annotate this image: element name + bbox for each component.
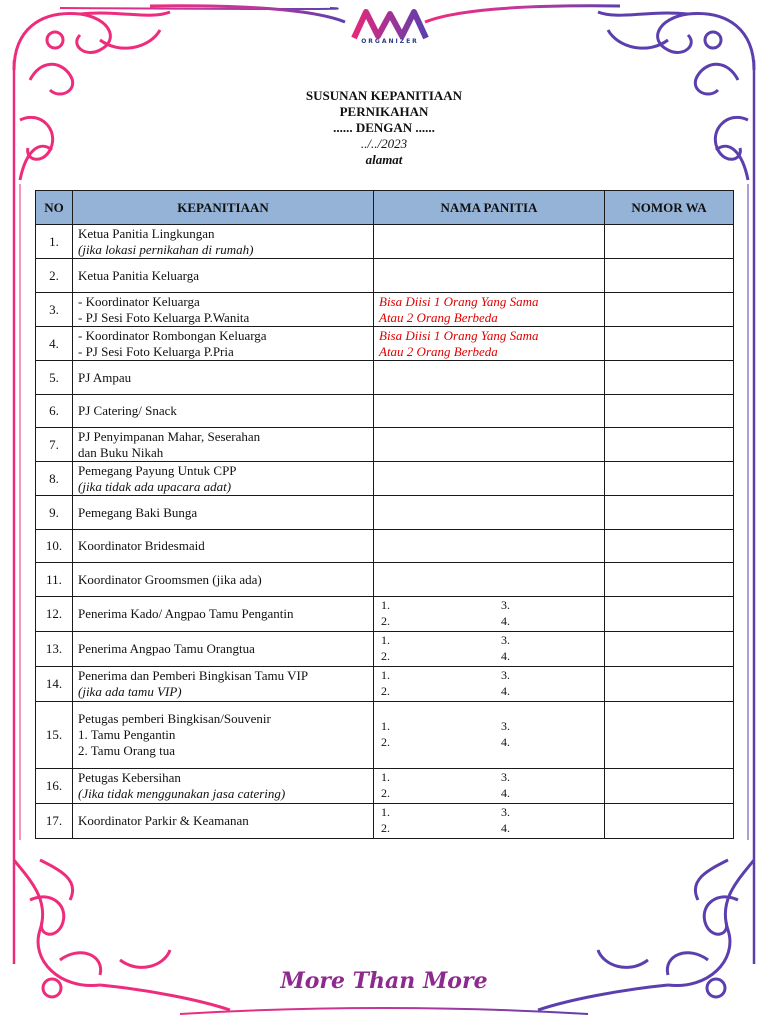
name-cell[interactable] [374, 327, 605, 361]
wa-number-cell[interactable] [605, 597, 734, 632]
committee-table [35, 190, 734, 839]
table-row [36, 702, 734, 769]
role-line: Penerima dan Pemberi Bingkisan Tamu VIP [78, 668, 309, 683]
name-cell[interactable] [374, 428, 605, 462]
row-number: 3. [36, 293, 73, 327]
role-cell [73, 632, 374, 667]
name-slot: 3. [501, 770, 510, 784]
wa-number-cell[interactable] [605, 293, 734, 327]
table-row [36, 361, 734, 395]
row-number: 16. [36, 769, 73, 804]
row-number: 17. [36, 804, 73, 839]
role-line: Pemegang Payung Untuk CPP [78, 462, 237, 478]
name-slot: 2. [381, 649, 390, 663]
role-line: - PJ Sesi Foto Keluarga P.Pria [78, 343, 234, 359]
fill-hint: Atau 2 Orang Berbeda [379, 309, 498, 325]
role-cell [73, 462, 374, 496]
wa-number-cell[interactable] [605, 395, 734, 428]
role-line: - Koordinator Keluarga [78, 293, 200, 309]
table-row [36, 769, 734, 804]
name-cell[interactable] [374, 804, 605, 839]
wa-number-cell[interactable] [605, 462, 734, 496]
role-note: (Jika tidak menggunakan jasa catering) [78, 786, 286, 801]
name-cell[interactable] [374, 395, 605, 428]
table-row [36, 428, 734, 462]
row-number: 10. [36, 530, 73, 563]
role-cell [73, 293, 374, 327]
role-cell [73, 530, 374, 563]
role-cell [73, 259, 374, 293]
role-cell [73, 769, 374, 804]
name-slot: 3. [501, 805, 510, 819]
role-line: Koordinator Parkir & Keamanan [78, 813, 249, 828]
wa-number-cell[interactable] [605, 632, 734, 667]
column-header-role: KEPANITIAAN [73, 191, 374, 225]
name-cell[interactable] [374, 530, 605, 563]
row-number: 11. [36, 563, 73, 597]
column-header-no: NO [36, 191, 73, 225]
name-cell[interactable] [374, 259, 605, 293]
role-line: Koordinator Bridesmaid [78, 538, 205, 553]
name-slot: 4. [501, 786, 510, 800]
table-row [36, 259, 734, 293]
wa-number-cell[interactable] [605, 563, 734, 597]
name-slot: 3. [501, 598, 510, 612]
role-line: Petugas Kebersihan [78, 770, 181, 785]
role-note: (jika ada tamu VIP) [78, 684, 182, 699]
table-row [36, 327, 734, 361]
wa-number-cell[interactable] [605, 225, 734, 259]
role-line: Penerima Angpao Tamu Orangtua [78, 641, 255, 656]
role-line: PJ Ampau [78, 369, 132, 385]
name-slot: 1. [381, 805, 390, 819]
name-slot: 1. [381, 668, 390, 682]
name-slot: 1. [381, 770, 390, 784]
name-cell[interactable] [374, 462, 605, 496]
role-cell [73, 804, 374, 839]
role-line: 2. Tamu Orang tua [78, 743, 176, 758]
role-cell [73, 597, 374, 632]
table-row [36, 496, 734, 530]
role-line: Ketua Panitia Lingkungan [78, 225, 215, 241]
organizer-logo [340, 6, 440, 54]
role-cell [73, 361, 374, 395]
name-slot: 4. [501, 614, 510, 628]
role-line: - Koordinator Rombongan Keluarga [78, 327, 267, 343]
role-line: PJ Penyimpanan Mahar, Seserahan [78, 428, 261, 444]
name-cell[interactable] [374, 769, 605, 804]
document-title: SUSUNAN KEPANITIAAN [305, 88, 463, 103]
fill-hint: Bisa Diisi 1 Orang Yang Sama [379, 327, 539, 343]
name-slot: 3. [501, 633, 510, 647]
row-number: 12. [36, 597, 73, 632]
table-row [36, 632, 734, 667]
row-number: 15. [36, 702, 73, 769]
row-number: 1. [36, 225, 73, 259]
row-number: 8. [36, 462, 73, 496]
role-line: Ketua Panitia Keluarga [78, 267, 200, 283]
role-note: (jika tidak ada upacara adat) [78, 478, 232, 494]
role-cell [73, 395, 374, 428]
role-line: dan Buku Nikah [78, 444, 164, 460]
role-cell [73, 496, 374, 530]
wa-number-cell[interactable] [605, 530, 734, 563]
name-slot: 2. [381, 821, 390, 835]
row-number: 2. [36, 259, 73, 293]
name-cell[interactable] [374, 563, 605, 597]
name-cell[interactable] [374, 293, 605, 327]
role-line: Pemegang Baki Bunga [78, 504, 198, 520]
role-cell [73, 702, 374, 769]
name-slot: 1. [381, 719, 390, 733]
name-slot: 3. [501, 719, 510, 733]
event-address: alamat [365, 152, 403, 167]
role-cell [73, 225, 374, 259]
wa-number-cell[interactable] [605, 804, 734, 839]
name-slot: 1. [381, 633, 390, 647]
wa-number-cell[interactable] [605, 769, 734, 804]
wa-number-cell[interactable] [605, 259, 734, 293]
name-slot: 2. [381, 786, 390, 800]
footer-slogan: More Than More [280, 968, 488, 994]
table-row [36, 597, 734, 632]
role-cell [73, 563, 374, 597]
logo-wordmark: ORGANIZER [361, 38, 419, 45]
document-subtitle: PERNIKAHAN [339, 104, 429, 119]
wa-number-cell[interactable] [605, 702, 734, 769]
wa-number-cell[interactable] [605, 361, 734, 395]
table-row [36, 225, 734, 259]
name-slot: 4. [501, 684, 510, 698]
table-header-row [36, 191, 734, 225]
table-row [36, 563, 734, 597]
row-number: 7. [36, 428, 73, 462]
wa-number-cell[interactable] [605, 428, 734, 462]
row-number: 14. [36, 667, 73, 702]
role-cell [73, 428, 374, 462]
role-line: Penerima Kado/ Angpao Tamu Pengantin [78, 606, 294, 621]
name-slot: 4. [501, 649, 510, 663]
table-row [36, 667, 734, 702]
name-cell[interactable] [374, 225, 605, 259]
wa-number-cell[interactable] [605, 667, 734, 702]
document-header [184, 88, 584, 168]
row-number: 4. [36, 327, 73, 361]
name-slot: 2. [381, 735, 390, 749]
role-line: - PJ Sesi Foto Keluarga P.Wanita [78, 309, 250, 325]
column-header-name: NAMA PANITIA [374, 191, 605, 225]
wa-number-cell[interactable] [605, 327, 734, 361]
role-line: Koordinator Groomsmen (jika ada) [78, 571, 262, 587]
row-number: 5. [36, 361, 73, 395]
name-cell[interactable] [374, 496, 605, 530]
role-line: 1. Tamu Pengantin [78, 727, 176, 742]
table-row [36, 530, 734, 563]
table-row [36, 395, 734, 428]
name-cell[interactable] [374, 597, 605, 632]
wa-number-cell[interactable] [605, 496, 734, 530]
table-row [36, 804, 734, 839]
row-number: 9. [36, 496, 73, 530]
name-slot: 4. [501, 735, 510, 749]
table-row [36, 462, 734, 496]
name-slot: 2. [381, 614, 390, 628]
table-row [36, 293, 734, 327]
event-date: ../../2023 [360, 136, 408, 151]
role-line: PJ Catering/ Snack [78, 403, 177, 418]
column-header-wa: NOMOR WA [605, 191, 734, 225]
fill-hint: Bisa Diisi 1 Orang Yang Sama [379, 293, 539, 309]
role-line: Petugas pemberi Bingkisan/Souvenir [78, 711, 271, 726]
name-cell[interactable] [374, 632, 605, 667]
name-cell[interactable] [374, 667, 605, 702]
role-cell [73, 327, 374, 361]
name-cell[interactable] [374, 361, 605, 395]
row-number: 6. [36, 395, 73, 428]
couple-names: ...... DENGAN ...... [333, 120, 435, 135]
role-cell [73, 667, 374, 702]
role-note: (jika lokasi pernikahan di rumah) [78, 241, 254, 257]
name-slot: 1. [381, 598, 390, 612]
name-slot: 4. [501, 821, 510, 835]
row-number: 13. [36, 632, 73, 667]
fill-hint: Atau 2 Orang Berbeda [379, 343, 498, 359]
name-slot: 3. [501, 668, 510, 682]
name-slot: 2. [381, 684, 390, 698]
name-cell[interactable] [374, 702, 605, 769]
